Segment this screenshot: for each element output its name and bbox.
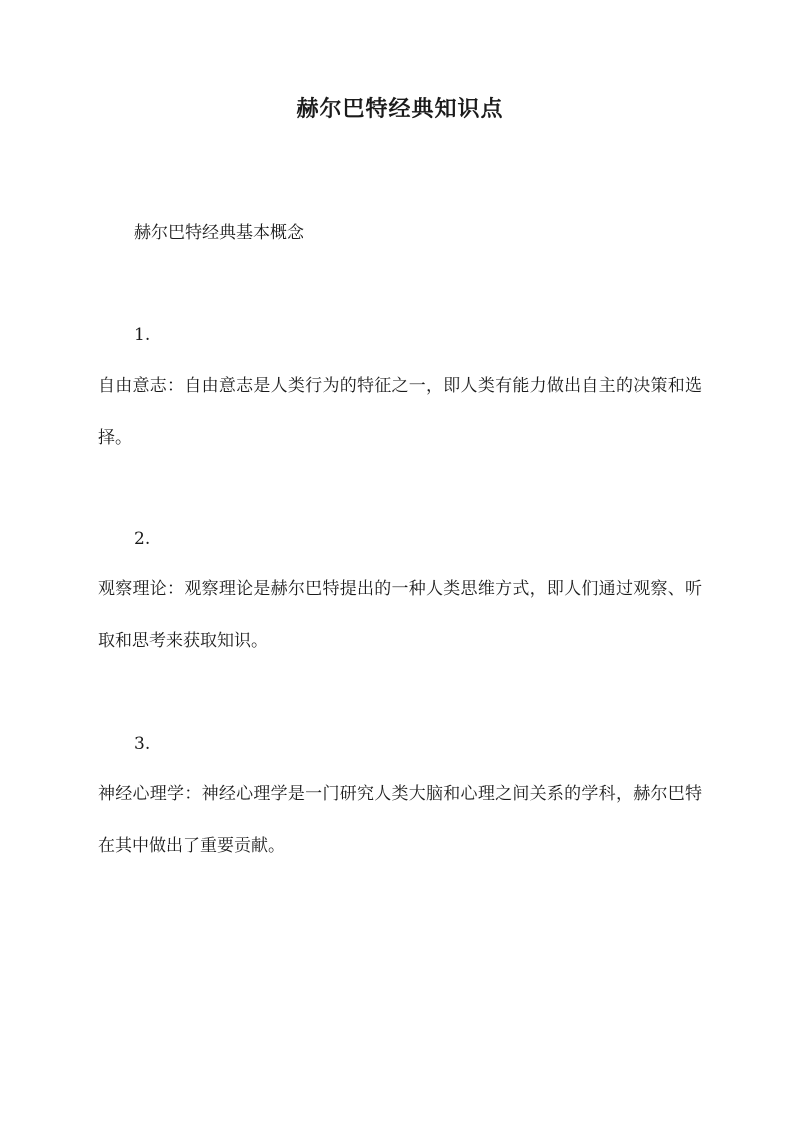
- item-number-3: 3.: [134, 734, 151, 754]
- page-title: 赫尔巴特经典知识点: [296, 96, 504, 122]
- item-text-3: 神经心理学：神经心理学是一门研究人类大脑和心理之间关系的学科，赫尔巴特在其中做出了重要贡献。: [98, 784, 702, 856]
- item-number-2: 2.: [134, 529, 151, 549]
- section-heading: 赫尔巴特经典基本概念: [134, 223, 304, 243]
- item-text-2: 观察理论：观察理论是赫尔巴特提出的一种人类思维方式，即人们通过观察、听取和思考来获取知识。: [98, 579, 702, 651]
- item-number-1: 1.: [134, 325, 151, 345]
- item-text-1: 自由意志：自由意志是人类行为的特征之一，即人类有能力做出自主的决策和选择。: [98, 376, 702, 448]
